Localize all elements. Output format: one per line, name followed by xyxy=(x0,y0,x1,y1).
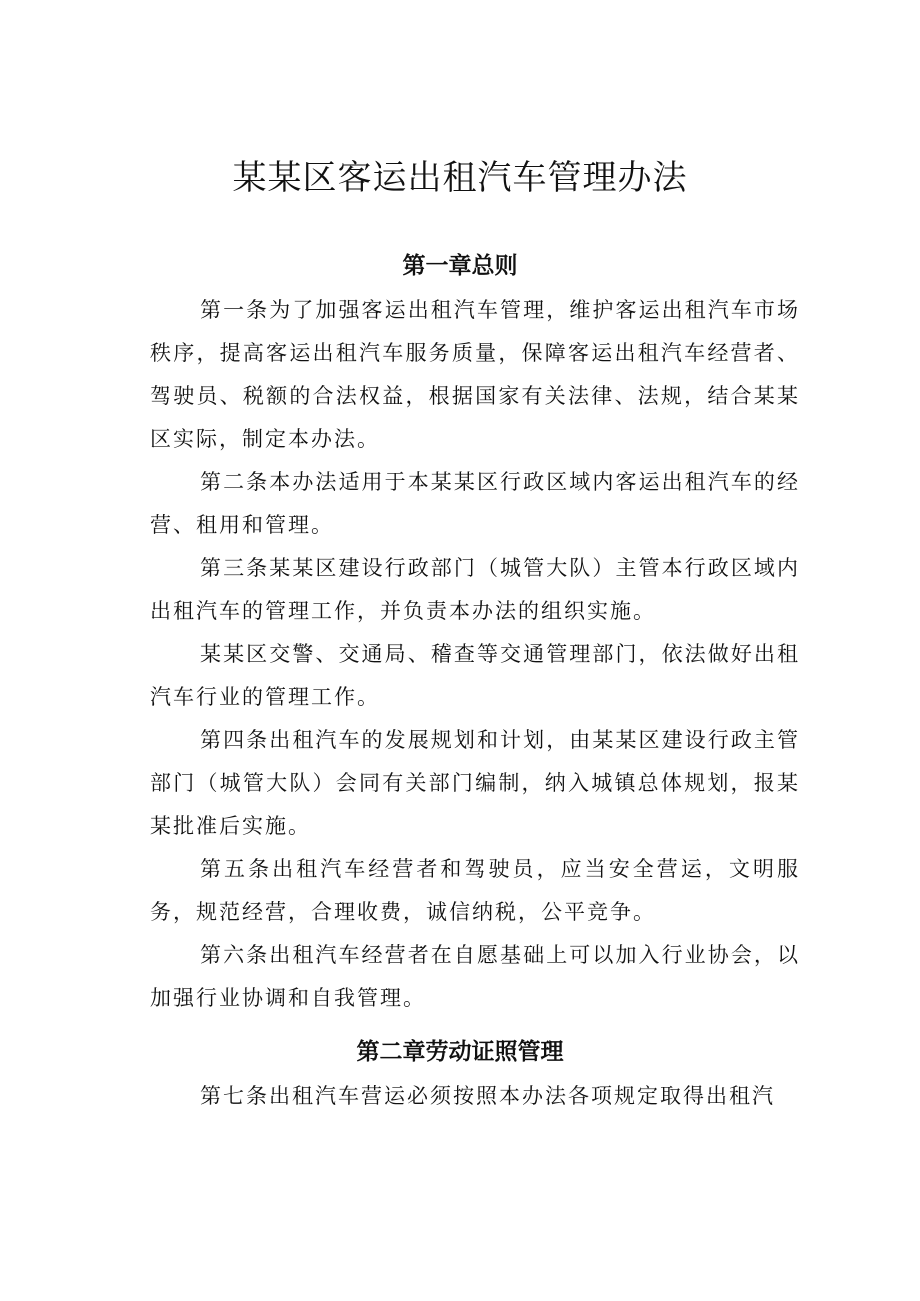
article-paragraph: 第七条出租汽车营运必须按照本办法各项规定取得出租汽 xyxy=(200,1084,775,1108)
article-paragraph: 第三条某某区建设行政部门（城管大队）主管本行政区域内出租汽车的管理工作，并负责本办法的组织实施。 xyxy=(150,556,800,623)
document-title: 某某区客运出租汽车管理办法 xyxy=(232,158,688,198)
article-paragraph: 第二条本办法适用于本某某区行政区域内客运出租汽车的经营、租用和管理。 xyxy=(150,470,800,537)
article-paragraph: 第四条出租汽车的发展规划和计划，由某某区建设行政主管部门（城管大队）会同有关部门编制，纳入城镇总体规划，报某某批准后实施。 xyxy=(150,728,800,838)
article-paragraph: 第五条出租汽车经营者和驾驶员，应当安全营运，文明服务，规范经营，合理收费，诚信纳税，公平竞争。 xyxy=(150,857,800,924)
article-paragraph: 第六条出租汽车经营者在自愿基础上可以加入行业协会，以加强行业协调和自我管理。 xyxy=(150,943,800,1010)
article-paragraph: 第一条为了加强客运出租汽车管理，维护客运出租汽车市场秩序，提高客运出租汽车服务质量，保障客运出租汽车经营者、驾驶员、税额的合法权益，根据国家有关法律、法规，结合某某区实际，制定本办法。 xyxy=(150,298,800,451)
article-paragraph: 某某区交警、交通局、稽查等交通管理部门，依法做好出租汽车行业的管理工作。 xyxy=(150,642,800,709)
chapter-heading: 第一章总则 xyxy=(402,253,518,279)
chapter-heading: 第二章劳动证照管理 xyxy=(356,1039,564,1065)
